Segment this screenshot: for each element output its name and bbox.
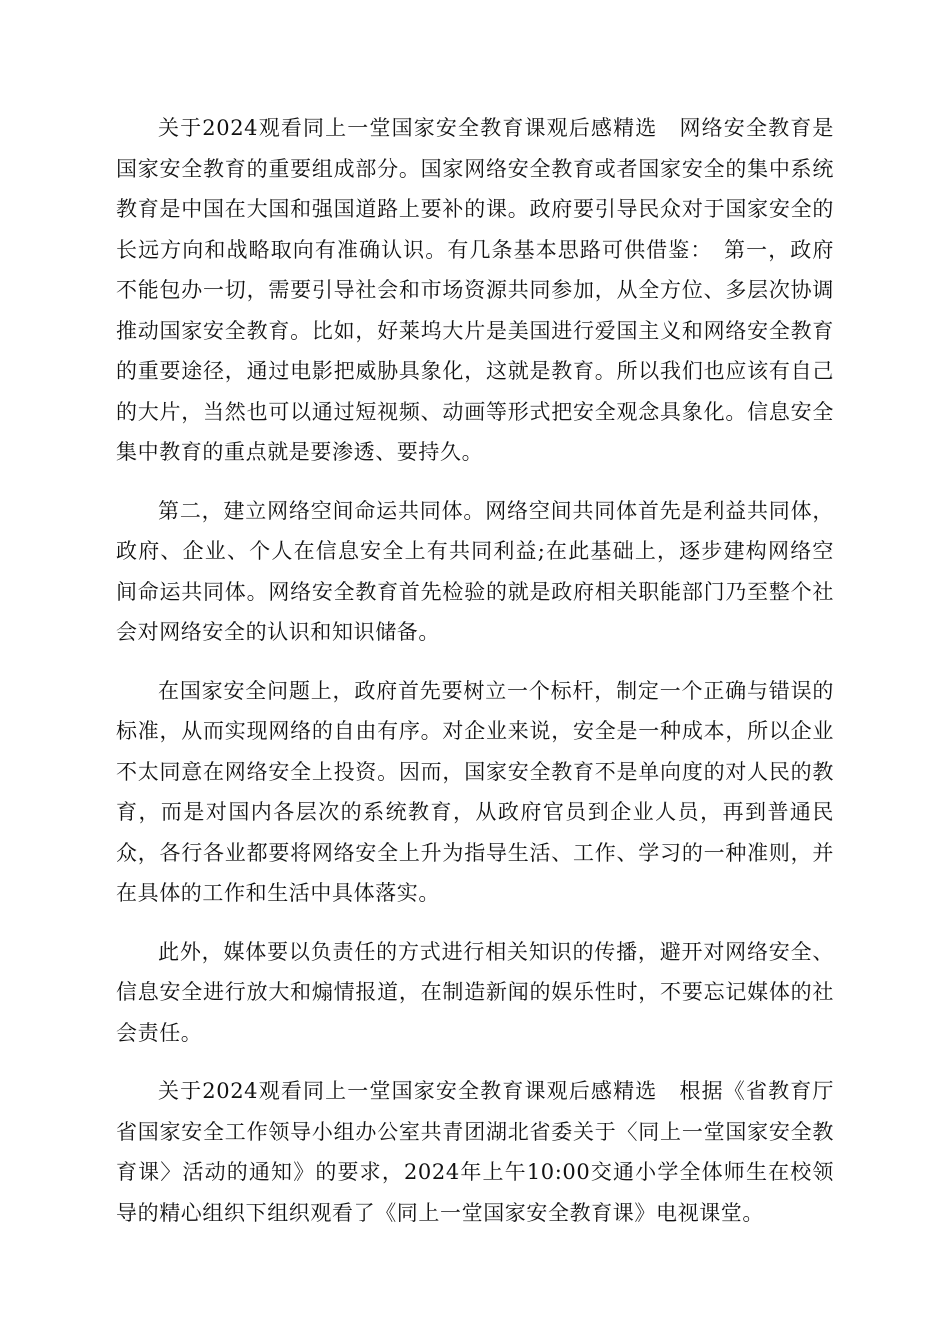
paragraph-5: 关于2024观看同上一堂国家安全教育课观后感精选 根据《省教育厅省国家安全工作领导小组办公室共青团湖北省委关于〈同上一堂国家安全教育课〉活动的通知》的要求，2024年上午10:00交通小学全体师生在校领导的精心组织下组织观看了《同上一堂国家安全教育课》电视课堂。 — [116, 1079, 834, 1225]
paragraph-1: 关于2024观看同上一堂国家安全教育课观后感精选 网络安全教育是国家安全教育的重要组成部分。国家网络安全教育或者国家安全的集中系统教育是中国在大国和强国道路上要补的课。政府要引导民众对于国家安全的长远方向和战略取向有准确认识。有几条基本思路可供借鉴： 第一，政府不能包办一切，需要引导社会和市场资源共同参加，从全方位、多层次协调推动国家安全教育。比如，好莱坞大片是美国进行爱国主义和网络安全教育的重要途径，通过电影把威胁具象化，这就是教育。所以我们也应该有自己的大片，当然也可以通过短视频、动画等形式把安全观念具象化。信息安全集中教育的重点就是要渗透、要持久。 — [116, 116, 834, 464]
paragraph-2: 第二，建立网络空间命运共同体。网络空间共同体首先是利益共同体，政府、企业、个人在信息安全上有共同利益;在此基础上，逐步建构网络空间命运共同体。网络安全教育首先检验的就是政府相关职能部门乃至整个社会对网络安全的认识和知识储备。 — [116, 498, 834, 644]
document-body — [116, 108, 834, 1251]
paragraph-4: 此外，媒体要以负责任的方式进行相关知识的传播，避开对网络安全、信息安全进行放大和煽情报道，在制造新闻的娱乐性时，不要忘记媒体的社会责任。 — [116, 939, 834, 1045]
paragraph-3: 在国家安全问题上，政府首先要树立一个标杆，制定一个正确与错误的标准，从而实现网络的自由有序。对企业来说，安全是一种成本，所以企业不太同意在网络安全上投资。因而，国家安全教育不是单向度的对人民的教育，而是对国内各层次的系统教育，从政府官员到企业人员，再到普通民众，各行各业都要将网络安全上升为指导生活、工作、学习的一种准则，并在具体的工作和生活中具体落实。 — [116, 678, 834, 905]
